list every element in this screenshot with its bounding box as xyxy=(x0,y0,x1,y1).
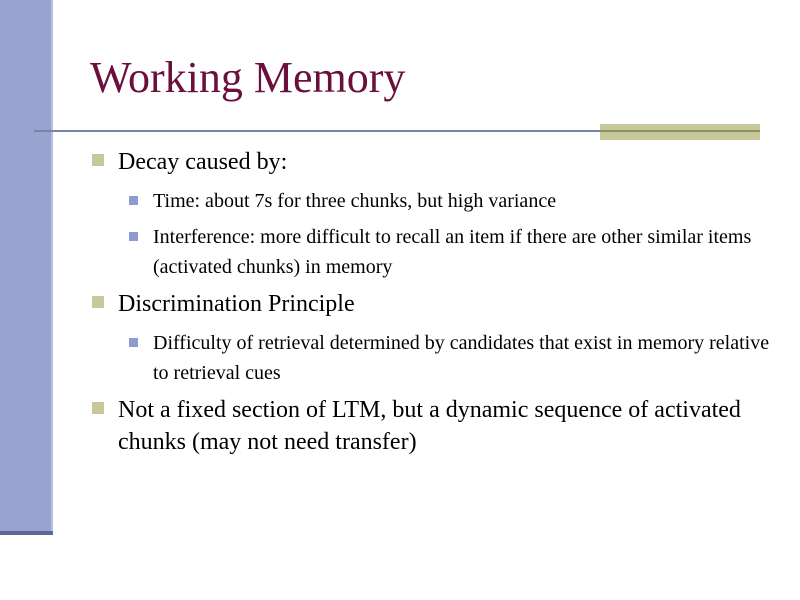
sub-bullet-time xyxy=(126,186,770,216)
bullet-text: Decay caused by: xyxy=(118,149,288,175)
sub-bullet-text: Difficulty of retrieval determined by candidates that exist in memory relative to retrieval cues xyxy=(153,332,770,384)
bullet-text: Not a fixed section of LTM, but a dynamic sequence of activated chunks (may not need transfer) xyxy=(118,397,741,455)
bullet-not-fixed xyxy=(90,394,770,458)
side-decor-bar xyxy=(0,0,51,532)
sub-bullet-text: Interference: more difficult to recall an item if there are other similar items (activated chunks) in memory xyxy=(153,226,752,278)
title-accent-bar xyxy=(600,124,760,140)
bullet-decay xyxy=(90,146,770,178)
square-bullet-icon xyxy=(129,338,138,347)
square-bullet-icon xyxy=(92,296,104,308)
bullet-text: Discrimination Principle xyxy=(118,291,355,317)
sub-bullet-interference xyxy=(126,222,770,282)
square-bullet-icon xyxy=(129,232,138,241)
sub-bullet-retrieval xyxy=(126,328,770,388)
bullet-discrimination xyxy=(90,288,770,320)
title-accent-line xyxy=(600,130,760,132)
slide-title: Working Memory xyxy=(90,53,406,102)
square-bullet-icon xyxy=(129,196,138,205)
side-decor-bar-highlight xyxy=(51,0,53,535)
side-decor-bar-edge xyxy=(0,531,53,535)
square-bullet-icon xyxy=(92,402,104,414)
slide-body xyxy=(90,146,770,466)
sub-bullet-text: Time: about 7s for three chunks, but high variance xyxy=(153,190,557,212)
square-bullet-icon xyxy=(92,154,104,166)
